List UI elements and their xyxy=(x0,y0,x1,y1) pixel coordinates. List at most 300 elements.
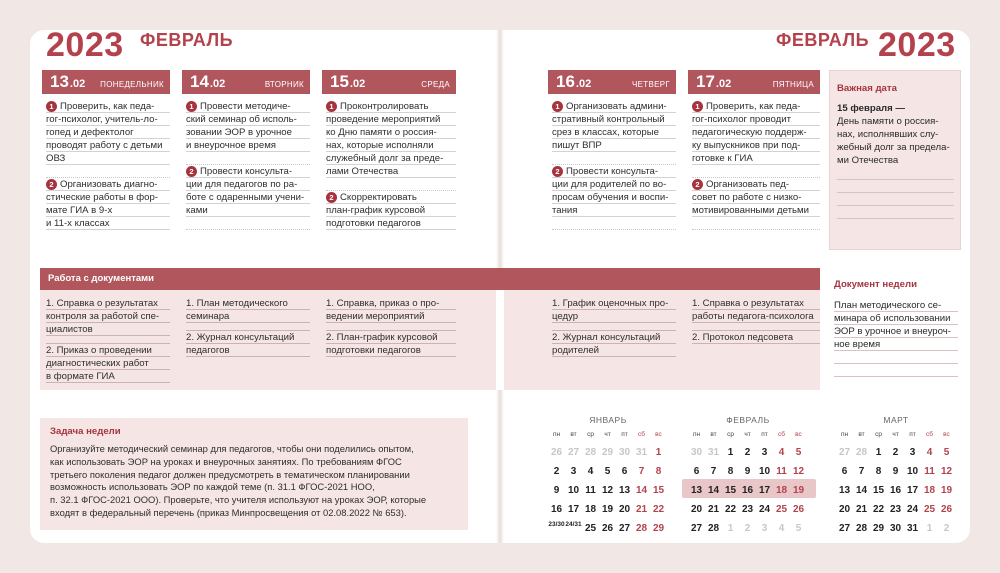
task-line xyxy=(326,165,456,178)
calendar-day: 7 xyxy=(858,466,865,477)
calendar-day: 19 xyxy=(940,485,953,496)
calendar-weekday: ср xyxy=(875,431,882,438)
day-header-17 xyxy=(688,70,820,94)
task-line xyxy=(46,100,170,113)
calendar-day: 17 xyxy=(906,485,919,496)
calendar-january xyxy=(548,415,668,536)
calendar-day: 28 xyxy=(635,523,648,534)
task-line xyxy=(326,100,456,113)
documents-gap xyxy=(496,290,504,390)
empty-line xyxy=(552,217,676,230)
calendar-day: 25 xyxy=(584,523,597,534)
task-line xyxy=(326,139,456,152)
task-line xyxy=(46,139,170,152)
task-text: стративный контрольный xyxy=(552,114,665,125)
task-line xyxy=(692,191,820,204)
calendar-day: 2 xyxy=(744,447,751,458)
week-task-text xyxy=(50,443,458,520)
calendar-day: 22 xyxy=(872,504,885,515)
task-text: мате ГИА в 9-х xyxy=(46,205,113,216)
calendar-day: 30 xyxy=(889,523,902,534)
calendar-day: 16 xyxy=(889,485,902,496)
week-task-line: п. 32.1 ФГОС-2021 ООО). Проверьте, что учителя используют на уроках ЭОР, которые xyxy=(50,494,427,506)
task-number-badge: 2 xyxy=(326,192,337,203)
task-line xyxy=(692,139,820,152)
task-text: план-график курсовой xyxy=(326,205,426,216)
task-line xyxy=(186,191,310,204)
calendar-day: 5 xyxy=(795,447,802,458)
year-left: 2023 xyxy=(46,26,124,64)
calendar-day: 1 xyxy=(926,523,933,534)
task-number-badge: 1 xyxy=(186,101,197,112)
document-line: 2. Журнал консультаций xyxy=(186,331,310,344)
week-document xyxy=(834,279,958,377)
calendar-day: 3 xyxy=(761,523,768,534)
task-text: мотивированными детьми xyxy=(692,205,809,216)
spacer-line xyxy=(46,165,170,178)
calendar-day: 25 xyxy=(775,504,788,515)
day-name: ЧЕТВЕРГ xyxy=(632,80,670,89)
calendar-weekday: сб xyxy=(926,431,933,438)
empty-line xyxy=(837,167,954,180)
calendar-day: 2 xyxy=(892,447,899,458)
week-task-line: Организуйте методический семинар для педагогов, чтобы они поделились опытом, xyxy=(50,443,414,454)
day-header-16 xyxy=(548,70,676,94)
calendar-day: 18 xyxy=(775,485,788,496)
calendar-day: 19 xyxy=(601,504,614,515)
documents-column-1 xyxy=(46,297,170,383)
task-line xyxy=(326,126,456,139)
calendar-day: 7 xyxy=(710,466,717,477)
task-text: проведение мероприятий xyxy=(326,114,441,125)
task-number-badge: 2 xyxy=(186,166,197,177)
calendar-day: 28 xyxy=(855,523,868,534)
calendar-day: 7 xyxy=(638,466,645,477)
empty-line xyxy=(837,206,954,219)
documents-column-3 xyxy=(326,297,456,357)
calendar-day: 3 xyxy=(909,447,916,458)
task-number-badge: 1 xyxy=(692,101,703,112)
document-line: работы педагога-психолога xyxy=(692,310,820,323)
task-text: Организовать пед- xyxy=(706,179,789,190)
calendar-weekday: вс xyxy=(943,431,950,438)
calendar-day: 14 xyxy=(707,485,720,496)
calendar-day: 14 xyxy=(855,485,868,496)
day-month: .02 xyxy=(715,78,732,90)
calendar-weekday: вс xyxy=(655,431,662,438)
spacer-line xyxy=(46,336,170,344)
task-line xyxy=(46,217,170,230)
week-document-line: ное время xyxy=(834,338,958,351)
calendar-weekday: чт xyxy=(604,431,611,438)
task-text: совет по работе с низко- xyxy=(692,192,802,203)
task-text: гопед и дефектолог xyxy=(46,127,134,138)
task-text: Провести консульта- xyxy=(566,166,659,177)
spacer-line xyxy=(692,165,820,178)
day-number: 15 xyxy=(330,72,349,91)
important-date-text xyxy=(837,115,954,219)
task-line xyxy=(692,178,820,191)
task-line xyxy=(326,113,456,126)
calendar-day: 19 xyxy=(792,485,805,496)
calendar-day: 16 xyxy=(550,504,563,515)
week-document-text xyxy=(834,299,958,377)
calendar-weekday: чт xyxy=(744,431,751,438)
calendar-day: 10 xyxy=(758,466,771,477)
task-line xyxy=(552,178,676,191)
task-number-badge: 1 xyxy=(552,101,563,112)
task-line xyxy=(46,204,170,217)
task-text: ский семинар об исполь- xyxy=(186,114,297,125)
important-date-title: Важная дата xyxy=(837,83,897,94)
task-text: Скорректировать xyxy=(340,192,417,203)
task-number-badge: 2 xyxy=(46,179,57,190)
day-header-13 xyxy=(42,70,170,94)
calendar-month-name: ЯНВАРЬ xyxy=(589,415,627,425)
calendar-day: 20 xyxy=(690,504,703,515)
document-line: семинара xyxy=(186,310,310,323)
document-line: 1. Справка, приказ о про- xyxy=(326,297,456,310)
calendar-day: 30 xyxy=(690,447,703,458)
task-line xyxy=(692,100,820,113)
important-date-line: День памяти о россия- xyxy=(837,116,939,127)
document-line: 2. Протокол педсовета xyxy=(692,331,820,344)
calendar-day: 1 xyxy=(727,447,734,458)
task-text: Организовать диагно- xyxy=(60,179,158,190)
spacer-line xyxy=(552,323,676,331)
month-title-left: ФЕВРАЛЬ xyxy=(140,30,234,50)
calendar-day: 12 xyxy=(792,466,805,477)
calendar-day: 1 xyxy=(875,447,882,458)
task-text: ко Дню памяти о россия- xyxy=(326,127,437,138)
day-column-17 xyxy=(692,100,820,230)
spacer-line xyxy=(692,323,820,331)
spacer-line xyxy=(326,178,456,191)
calendar-day: 18 xyxy=(584,504,597,515)
calendar-weekday: ср xyxy=(587,431,594,438)
calendar-day: 13 xyxy=(690,485,703,496)
task-text: нах, которые исполняли xyxy=(326,140,434,151)
task-line xyxy=(186,178,310,191)
calendar-day: 29 xyxy=(652,523,665,534)
calendar-weekday: пт xyxy=(621,431,628,438)
task-line xyxy=(186,204,310,217)
task-text: и 11-х классах xyxy=(46,218,110,229)
calendar-day: 30 xyxy=(618,447,631,458)
calendar-grid xyxy=(836,431,956,536)
task-line xyxy=(552,126,676,139)
calendar-day: 9 xyxy=(553,485,560,496)
calendar-weekday: пн xyxy=(840,431,849,438)
document-line: родителей xyxy=(552,344,676,357)
calendar-day: 10 xyxy=(567,485,580,496)
calendar-february xyxy=(688,415,808,536)
calendar-day: 22 xyxy=(724,504,737,515)
task-number-badge: 2 xyxy=(692,179,703,190)
calendar-day: 9 xyxy=(892,466,899,477)
task-number-badge: 1 xyxy=(46,101,57,112)
document-line: цедур xyxy=(552,310,676,323)
week-task-line: как использовать ЭОР на уроках и внеурочных занятиях. По требованиям ФГОС xyxy=(50,455,402,467)
task-text: Провести методиче- xyxy=(200,101,291,112)
empty-line xyxy=(186,217,310,230)
year-right: 2023 xyxy=(878,26,956,64)
spacer-line xyxy=(186,323,310,331)
spacer-line xyxy=(552,152,676,165)
document-line: контроля за работой спе- xyxy=(46,310,170,323)
calendar-day: 15 xyxy=(724,485,737,496)
week-document-title: Документ недели xyxy=(834,279,917,290)
task-line xyxy=(186,165,310,178)
task-text: и внеурочное время xyxy=(186,140,276,151)
documents-column-5 xyxy=(692,297,820,344)
week-document-line: План методического се- xyxy=(834,299,958,312)
month-title-right: ФЕВРАЛЬ xyxy=(776,30,870,50)
document-line: педагогов xyxy=(186,344,310,357)
document-line: 1. План методического xyxy=(186,297,310,310)
calendar-day: 1 xyxy=(727,523,734,534)
document-line: 2. Журнал консультаций xyxy=(552,331,676,344)
task-line xyxy=(46,178,170,191)
document-line: 1. Справка о результатах xyxy=(692,297,820,310)
calendar-day: 31 xyxy=(707,447,720,458)
calendar-day: 24/31 xyxy=(565,521,582,528)
important-date-box xyxy=(829,70,961,250)
task-text: служебный долг за преде- xyxy=(326,153,444,164)
document-line: диагностических работ xyxy=(46,357,170,370)
calendar-weekday: вс xyxy=(795,431,802,438)
task-text: Проверить, как педа- xyxy=(60,101,155,112)
calendar-weekday: пт xyxy=(909,431,916,438)
calendar-day: 20 xyxy=(838,504,851,515)
day-column-16 xyxy=(552,100,676,230)
calendar-weekday: чт xyxy=(892,431,899,438)
task-line xyxy=(692,152,820,165)
task-text: проводят работу с детьми xyxy=(46,140,163,151)
task-line xyxy=(46,126,170,139)
document-line: 1. График оценочных про- xyxy=(552,297,676,310)
day-month: .02 xyxy=(209,78,226,90)
calendar-day: 29 xyxy=(601,447,614,458)
day-header-14 xyxy=(182,70,310,94)
document-line: 2. План-график курсовой xyxy=(326,331,456,344)
calendar-day: 9 xyxy=(744,466,751,477)
calendar-day: 4 xyxy=(778,447,785,458)
task-text: готовке к ГИА xyxy=(692,153,753,164)
calendar-grid xyxy=(688,431,808,536)
day-number: 14 xyxy=(190,72,209,91)
calendar-day: 3 xyxy=(761,447,768,458)
task-text: ку выпускников при под- xyxy=(692,140,801,151)
task-text: ками xyxy=(186,205,208,216)
calendar-day: 27 xyxy=(567,447,580,458)
day-month: .02 xyxy=(69,78,86,90)
calendar-day: 22 xyxy=(652,504,665,515)
day-number: 13 xyxy=(50,72,69,91)
document-line: 2. Приказ о проведении xyxy=(46,344,170,357)
calendar-day: 5 xyxy=(943,447,950,458)
task-line xyxy=(692,113,820,126)
task-line xyxy=(326,191,456,204)
calendar-weekday: вт xyxy=(570,431,577,438)
empty-line xyxy=(834,364,958,377)
calendar-weekday: сб xyxy=(638,431,645,438)
calendar-day: 2 xyxy=(553,466,560,477)
calendar-day: 12 xyxy=(601,485,614,496)
calendar-day: 11 xyxy=(776,466,787,477)
day-name: ПОНЕДЕЛЬНИК xyxy=(100,80,164,89)
day-number: 16 xyxy=(556,72,575,91)
calendar-day: 12 xyxy=(940,466,953,477)
task-line xyxy=(552,204,676,217)
task-line xyxy=(46,191,170,204)
task-text: гог-психолог, учитель-ло- xyxy=(46,114,158,125)
task-text: пишут ВПР xyxy=(552,140,602,151)
calendar-day: 26 xyxy=(550,447,563,458)
task-text: Организовать админи- xyxy=(566,101,667,112)
calendar-day: 13 xyxy=(838,485,851,496)
task-line xyxy=(552,191,676,204)
task-line xyxy=(692,204,820,217)
task-number-badge: 2 xyxy=(552,166,563,177)
task-line xyxy=(326,204,456,217)
calendar-month-name: МАРТ xyxy=(883,415,909,425)
calendar-march xyxy=(836,415,956,536)
calendar-weekday: пт xyxy=(761,431,768,438)
task-line xyxy=(186,100,310,113)
task-line xyxy=(186,126,310,139)
day-name: СРЕДА xyxy=(421,80,450,89)
calendar-day: 28 xyxy=(855,447,868,458)
week-task-title: Задача недели xyxy=(50,426,121,437)
important-date-date: 15 февраля — xyxy=(837,103,905,114)
calendar-day: 21 xyxy=(855,504,868,515)
calendar-day: 27 xyxy=(838,447,851,458)
empty-line xyxy=(692,217,820,230)
calendar-day: 11 xyxy=(585,485,596,496)
task-number-badge: 1 xyxy=(326,101,337,112)
week-task-line: входят в федеральный перечень (приказ Минпросвещения от 02.08.2022 № 653). xyxy=(50,506,407,518)
calendar-day: 28 xyxy=(707,523,720,534)
spacer-line xyxy=(186,152,310,165)
document-line: ведении мероприятий xyxy=(326,310,456,323)
calendar-weekday: вт xyxy=(710,431,717,438)
calendar-day: 6 xyxy=(693,466,700,477)
day-column-13 xyxy=(46,100,170,230)
calendar-day: 5 xyxy=(604,466,611,477)
day-name: ВТОРНИК xyxy=(264,80,304,89)
calendar-day: 14 xyxy=(635,485,648,496)
task-text: Проверить, как педа- xyxy=(706,101,801,112)
calendar-day: 23/30 xyxy=(548,521,565,528)
calendar-day: 4 xyxy=(778,523,785,534)
task-text: срез в классах, которые xyxy=(552,127,659,138)
calendar-day: 27 xyxy=(618,523,631,534)
task-text: ОВЗ xyxy=(46,153,66,164)
calendar-day: 18 xyxy=(923,485,936,496)
calendar-day: 23 xyxy=(741,504,754,515)
task-line xyxy=(46,113,170,126)
calendar-day: 4 xyxy=(587,466,594,477)
task-text: Проконтролировать xyxy=(340,101,429,112)
task-text: зовании ЭОР в урочное xyxy=(186,127,292,138)
documents-column-4 xyxy=(552,297,676,357)
calendar-weekday: сб xyxy=(778,431,785,438)
calendar-day: 26 xyxy=(940,504,953,515)
task-line xyxy=(46,152,170,165)
week-document-line: ЭОР в урочное и внеуроч- xyxy=(834,325,958,338)
task-line xyxy=(326,217,456,230)
day-name: ПЯТНИЦА xyxy=(772,80,814,89)
task-line xyxy=(552,113,676,126)
calendar-day: 15 xyxy=(872,485,885,496)
calendar-day: 24 xyxy=(758,504,771,515)
task-text: просам обучения и воспи- xyxy=(552,192,669,203)
calendar-day: 4 xyxy=(926,447,933,458)
task-text: боте с одаренными учени- xyxy=(186,192,305,203)
calendar-day: 2 xyxy=(943,523,950,534)
important-date-line: нах, исполнявших слу- xyxy=(837,129,939,140)
week-task-box xyxy=(40,418,468,530)
day-month: .02 xyxy=(575,78,592,90)
calendar-day: 8 xyxy=(875,466,882,477)
calendar-weekday: вт xyxy=(858,431,865,438)
calendar-day: 27 xyxy=(690,523,703,534)
task-text: ции для педагогов по ра- xyxy=(186,179,298,190)
day-number: 17 xyxy=(696,72,715,91)
task-text: ции для родителей по во- xyxy=(552,179,667,190)
important-date-line: жебный долг за предела- xyxy=(837,142,950,153)
task-line xyxy=(552,139,676,152)
calendar-day: 17 xyxy=(567,504,580,515)
calendar-day: 26 xyxy=(792,504,805,515)
calendar-day: 17 xyxy=(758,485,771,496)
task-line xyxy=(186,139,310,152)
calendar-day: 6 xyxy=(841,466,848,477)
calendar-day: 1 xyxy=(655,447,662,458)
calendar-day: 2 xyxy=(744,523,751,534)
task-text: подготовки педагогов xyxy=(326,218,421,229)
empty-line xyxy=(837,193,954,206)
calendar-day: 27 xyxy=(838,523,851,534)
calendar-day: 16 xyxy=(741,485,754,496)
calendar-day: 6 xyxy=(621,466,628,477)
calendar-day: 23 xyxy=(889,504,902,515)
calendar-day: 8 xyxy=(727,466,734,477)
calendar-day: 29 xyxy=(872,523,885,534)
document-line: подготовки педагогов xyxy=(326,344,456,357)
calendar-day: 11 xyxy=(924,466,935,477)
calendar-grid xyxy=(548,431,668,536)
task-line xyxy=(552,165,676,178)
week-task-line: возможность использовать ЭОР по каждой теме (п. 31.1 ФГОС-2021 НОО, xyxy=(50,481,375,493)
task-text: Провести консульта- xyxy=(200,166,293,177)
calendar-weekday: пн xyxy=(552,431,561,438)
task-text: педагогическую поддерж- xyxy=(692,127,807,138)
calendar-day: 26 xyxy=(601,523,614,534)
day-header-15 xyxy=(322,70,456,94)
calendar-weekday: ср xyxy=(727,431,734,438)
calendar-month-name: ФЕВРАЛЬ xyxy=(726,415,770,425)
documents-column-2 xyxy=(186,297,310,357)
calendar-day: 20 xyxy=(618,504,631,515)
task-line xyxy=(552,100,676,113)
calendar-day: 31 xyxy=(635,447,648,458)
day-month: .02 xyxy=(349,78,366,90)
calendar-weekday: пн xyxy=(692,431,701,438)
calendar-day: 21 xyxy=(707,504,720,515)
task-text: гог-психолог проводит xyxy=(692,114,792,125)
